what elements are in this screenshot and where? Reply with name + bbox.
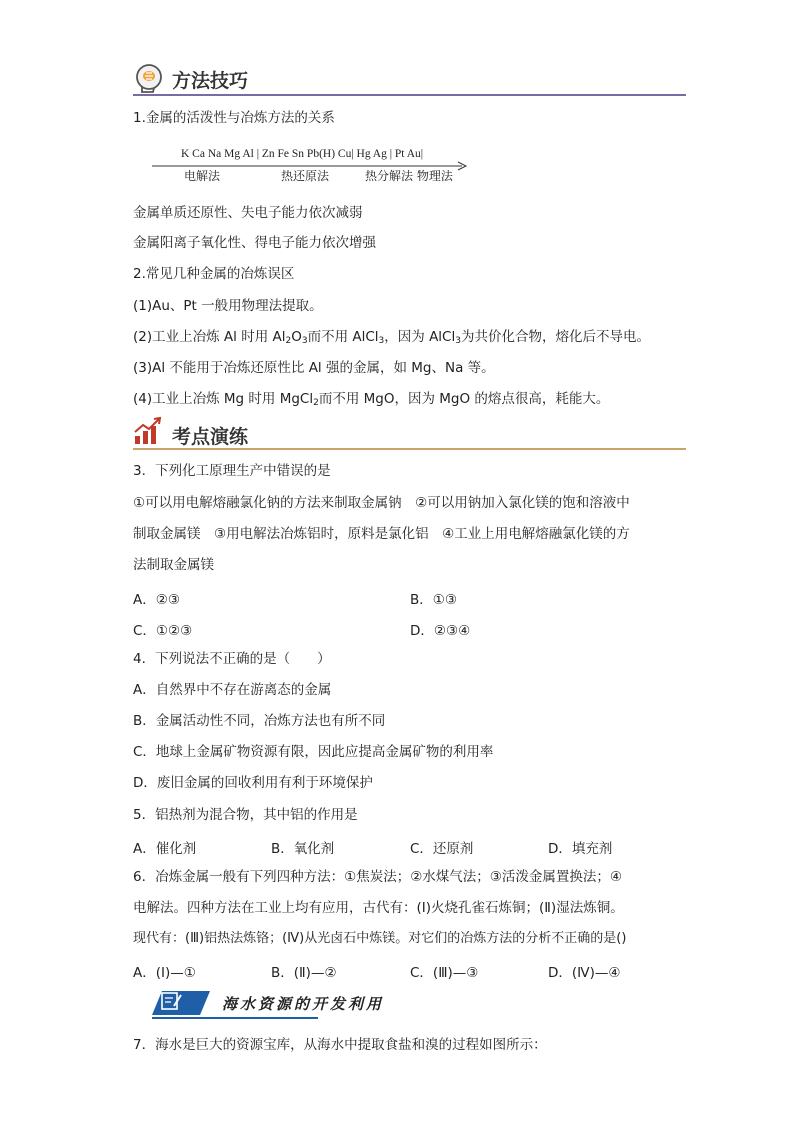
section-title: 考点演练 bbox=[172, 426, 249, 448]
section-rule bbox=[133, 448, 686, 450]
answer-option-a[interactable]: A．(Ⅰ)—① bbox=[133, 965, 196, 981]
misconception-item: (4)工业上冶炼 Mg 时用 MgCl$_2$而不用 MgO，因为 MgO 的熔点很高，耗能大。 bbox=[133, 391, 610, 408]
section-title: 方法技巧 bbox=[172, 70, 249, 92]
misconception-item: (2)工业上冶炼 Al 时用 $Al_2O_3$而不用 AlCl$_3$，因为 AlCl$_3$为共价化合物，熔化后不导电。 bbox=[133, 329, 650, 346]
misconception-item: (3)Al 不能用于冶炼还原性比 Al 强的金属，如 Mg、Na 等。 bbox=[133, 360, 495, 376]
answer-option-d[interactable]: D．废旧金属的回收利用有利于环境保护 bbox=[133, 775, 373, 791]
method-label: 热分解法 物理法 bbox=[365, 169, 453, 183]
answer-option-b[interactable]: B．①③ bbox=[410, 592, 457, 608]
answer-option-a[interactable]: A．②③ bbox=[133, 592, 180, 608]
question-text: 现代有：(Ⅲ)铝热法炼铬；(Ⅳ)从光卤石中炼镁。对它们的冶炼方法的分析不正确的是() bbox=[133, 931, 627, 946]
bar-chart-icon bbox=[133, 416, 163, 446]
question-text: 制取金属镁 ③用电解法冶炼铝时，原料是氯化铝 ④工业上用电解熔融氯化镁的方 bbox=[133, 526, 630, 542]
answer-option-d[interactable]: D．填充剂 bbox=[548, 841, 613, 857]
section-rule bbox=[133, 94, 686, 96]
answer-option-d[interactable]: D．②③④ bbox=[410, 623, 471, 639]
section-title: 海水资源的开发利用 bbox=[222, 995, 385, 1013]
answer-option-d[interactable]: D．(Ⅳ)—④ bbox=[548, 965, 621, 981]
answer-option-b[interactable]: B．(Ⅱ)—② bbox=[271, 965, 337, 981]
method-label: 电解法 bbox=[184, 169, 221, 183]
answer-option-a[interactable]: A．自然界中不存在游离态的金属 bbox=[133, 682, 332, 698]
answer-option-c[interactable]: C．地球上金属矿物资源有限，因此应提高金属矿物的利用率 bbox=[133, 744, 494, 760]
question-stem: 4．下列说法不正确的是（ ） bbox=[133, 651, 331, 667]
paragraph-heading: 2.常见几种金属的冶炼误区 bbox=[133, 266, 295, 282]
trend-text: 金属单质还原性、失电子能力依次减弱 bbox=[133, 205, 363, 221]
question-stem: 5．铝热剂为混合物，其中铝的作用是 bbox=[133, 807, 358, 823]
trend-text: 金属阳离子氧化性、得电子能力依次增强 bbox=[133, 235, 376, 251]
answer-option-a[interactable]: A．催化剂 bbox=[133, 841, 197, 857]
question-stem: 7．海水是巨大的资源宝库，从海水中提取食盐和溴的过程如图所示： bbox=[133, 1037, 547, 1053]
answer-option-b[interactable]: B．金属活动性不同，冶炼方法也有所不同 bbox=[133, 713, 386, 729]
answer-option-c[interactable]: C．(Ⅲ)—③ bbox=[410, 965, 479, 981]
method-label: 热还原法 bbox=[281, 169, 330, 183]
answer-option-c[interactable]: C．①②③ bbox=[133, 623, 193, 639]
question-text: 电解法。四种方法在工业上均有应用，古代有：(Ⅰ)火烧孔雀石炼铜；(Ⅱ)湿法炼铜。 bbox=[133, 900, 624, 916]
answer-option-c[interactable]: C．还原剂 bbox=[410, 841, 474, 857]
edit-note-icon bbox=[160, 990, 184, 1012]
question-text: 法制取金属镁 bbox=[133, 557, 214, 573]
question-stem: 3．下列化工原理生产中错误的是 bbox=[133, 463, 331, 479]
question-text: ①可以用电解熔融氯化钠的方法来制取金属钠 ②可以用钠加入氯化镁的饱和溶液中 bbox=[133, 495, 630, 511]
metal-sequence: K Ca Na Mg Al | Zn Fe Sn Pb(H) Cu| Hg Ag | Pt Au| bbox=[181, 148, 424, 160]
misconception-item: (1)Au、Pt 一般用物理法提取。 bbox=[133, 298, 323, 314]
paragraph-heading: 1.金属的活泼性与冶炼方法的关系 bbox=[133, 110, 335, 126]
question-stem: 6．冶炼金属一般有下列四种方法：①焦炭法；②水煤气法；③活泼金属置换法；④ bbox=[133, 869, 622, 885]
head-bulb-icon bbox=[133, 62, 165, 94]
answer-option-b[interactable]: B．氧化剂 bbox=[271, 841, 335, 857]
